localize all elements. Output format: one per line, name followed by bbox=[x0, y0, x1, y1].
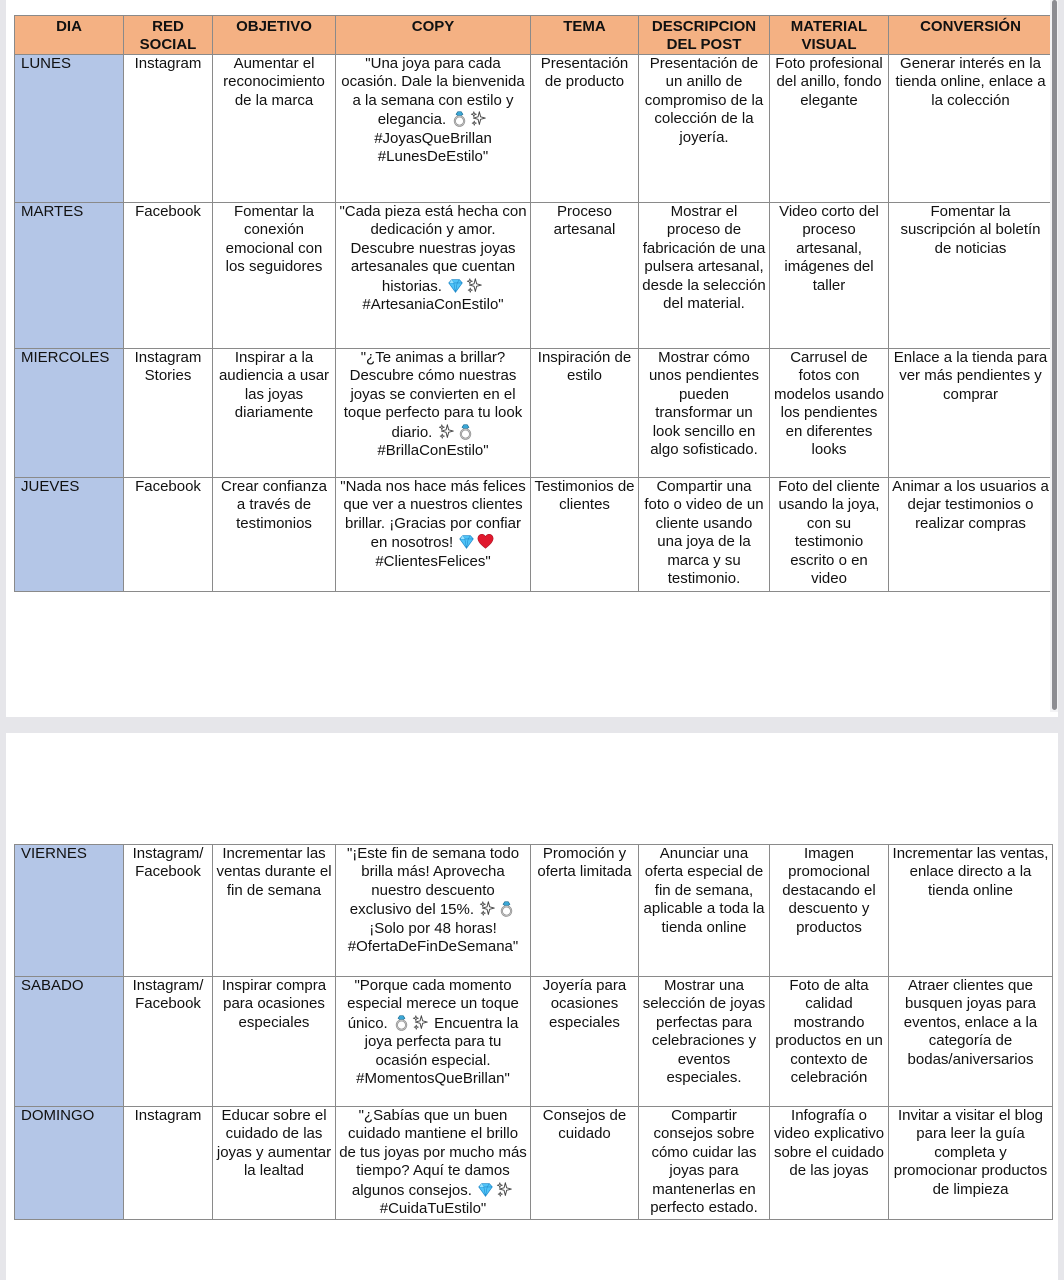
ring-emoji-icon bbox=[498, 900, 515, 917]
cell-copy bbox=[336, 977, 531, 1107]
cell-material-visual: Video corto del proceso artesanal, imágenes del taller bbox=[770, 203, 889, 349]
cell-objetivo: Aumentar el reconocimiento de la marca bbox=[213, 55, 336, 203]
cell-copy bbox=[336, 845, 531, 977]
cell-tema: Consejos de cuidado bbox=[531, 1107, 639, 1220]
cell-material-visual: Foto profesional del anillo, fondo elegante bbox=[770, 55, 889, 203]
copy-hashtags: #ClientesFelices" bbox=[375, 552, 491, 570]
content-calendar-table bbox=[14, 15, 1053, 592]
ring-emoji-icon bbox=[451, 110, 468, 127]
cell-descripcion: Compartir una foto o video de un cliente usando una joya de la marca y su testimonio. bbox=[639, 478, 770, 592]
cell-conversion: Generar interés en la tienda online, enlace a la colección bbox=[889, 55, 1053, 203]
copy-text: "¿Te animas a brillar? Descubre cómo nuestras joyas se convierten en el toque perfecto para tu look diario. bbox=[343, 349, 523, 441]
copy-hashtags: #JoyasQueBrillan #LunesDeEstilo" bbox=[374, 129, 492, 166]
cell-conversion: Enlace a la tienda para ver más pendientes y comprar bbox=[889, 349, 1053, 478]
header-row bbox=[15, 16, 1053, 55]
sparkles-emoji-icon bbox=[412, 1014, 429, 1031]
cell-copy bbox=[336, 478, 531, 592]
cell-red-social: Instagram bbox=[124, 1107, 213, 1220]
table-row bbox=[15, 55, 1053, 203]
sparkles-emoji-icon bbox=[466, 277, 483, 294]
cell-tema: Proceso artesanal bbox=[531, 203, 639, 349]
table-row bbox=[15, 478, 1053, 592]
copy-text: "Porque cada momento especial merece un toque único. bbox=[347, 977, 519, 1032]
cell-tema: Presentación de producto bbox=[531, 55, 639, 203]
sparkles-emoji-icon bbox=[479, 900, 496, 917]
cell-objetivo: Fomentar la conexión emocional con los seguidores bbox=[213, 203, 336, 349]
cell-dia: SABADO bbox=[15, 977, 124, 1107]
gem-emoji-icon bbox=[477, 1181, 494, 1198]
cell-copy bbox=[336, 1107, 531, 1220]
document-page-1 bbox=[6, 0, 1058, 717]
cell-tema: Inspiración de estilo bbox=[531, 349, 639, 478]
copy-hashtags: Encuentra la joya perfecta para tu ocasión especial. #MomentosQueBrillan" bbox=[356, 1014, 519, 1088]
sparkles-emoji-icon bbox=[496, 1181, 513, 1198]
cell-objetivo: Educar sobre el cuidado de las joyas y aumentar la lealtad bbox=[213, 1107, 336, 1220]
ring-emoji-icon bbox=[393, 1014, 410, 1031]
cell-conversion: Fomentar la suscripción al boletín de noticias bbox=[889, 203, 1053, 349]
cell-conversion: Invitar a visitar el blog para leer la guía completa y promocionar productos de limpieza bbox=[889, 1107, 1053, 1220]
table-row bbox=[15, 1107, 1053, 1220]
cell-dia: JUEVES bbox=[15, 478, 124, 592]
cell-descripcion: Mostrar una selección de joyas perfectas para celebraciones y eventos especiales. bbox=[639, 977, 770, 1107]
cell-tema: Promoción y oferta limitada bbox=[531, 845, 639, 977]
cell-dia: LUNES bbox=[15, 55, 124, 203]
copy-hashtags: #BrillaConEstilo" bbox=[377, 442, 489, 460]
table-row bbox=[15, 349, 1053, 478]
cell-material-visual: Imagen promocional destacando el descuento y productos bbox=[770, 845, 889, 977]
ring-emoji-icon bbox=[457, 423, 474, 440]
cell-dia: MIERCOLES bbox=[15, 349, 124, 478]
cell-descripcion: Mostrar cómo unos pendientes pueden transformar un look sencillo en algo sofisticado. bbox=[639, 349, 770, 478]
header-dia: DIA bbox=[15, 16, 124, 55]
copy-hashtags: #CuidaTuEstilo" bbox=[379, 1200, 487, 1218]
content-calendar-table-continued bbox=[14, 844, 1053, 1220]
copy-text: "¡Este fin de semana todo brilla más! Aprovecha nuestro descuento exclusivo del 15%. bbox=[346, 845, 520, 919]
heart-emoji-icon bbox=[477, 533, 494, 550]
cell-descripcion: Mostrar el proceso de fabricación de una pulsera artesanal, desde la selección del material. bbox=[639, 203, 770, 349]
cell-copy bbox=[336, 203, 531, 349]
sparkles-emoji-icon bbox=[470, 110, 487, 127]
scrollbar[interactable] bbox=[1050, 0, 1058, 712]
scrollbar-thumb[interactable] bbox=[1052, 0, 1057, 710]
copy-text: "Cada pieza está hecha con dedicación y amor. Descubre nuestras joyas artesanales que cuentan historias. bbox=[339, 203, 527, 295]
table-row bbox=[15, 203, 1053, 349]
cell-conversion: Animar a los usuarios a dejar testimonios o realizar compras bbox=[889, 478, 1053, 592]
header-objetivo: OBJETIVO bbox=[213, 16, 336, 55]
cell-red-social: Instagram bbox=[124, 55, 213, 203]
cell-copy bbox=[336, 55, 531, 203]
header-descripcion: DESCRIPCION DEL POST bbox=[639, 16, 770, 55]
cell-conversion: Atraer clientes que busquen joyas para eventos, enlace a la categoría de bodas/aniversarios bbox=[889, 977, 1053, 1107]
header-tema: TEMA bbox=[531, 16, 639, 55]
copy-text: "¿Sabías que un buen cuidado mantiene el brillo de tus joyas por mucho más tiempo? Aquí te damos algunos consejos. bbox=[339, 1107, 527, 1199]
cell-material-visual: Foto de alta calidad mostrando productos en un contexto de celebración bbox=[770, 977, 889, 1107]
gem-emoji-icon bbox=[458, 533, 475, 550]
cell-red-social: Instagram Stories bbox=[124, 349, 213, 478]
cell-red-social: Instagram/ Facebook bbox=[124, 845, 213, 977]
sparkles-emoji-icon bbox=[438, 423, 455, 440]
cell-conversion: Incrementar las ventas, enlace directo a la tienda online bbox=[889, 845, 1053, 977]
copy-hashtags: ¡Solo por 48 horas! #OfertaDeFinDeSemana" bbox=[347, 919, 519, 956]
cell-objetivo: Inspirar compra para ocasiones especiales bbox=[213, 977, 336, 1107]
cell-material-visual: Infografía o video explicativo sobre el cuidado de las joyas bbox=[770, 1107, 889, 1220]
cell-descripcion: Anunciar una oferta especial de fin de semana, aplicable a toda la tienda online bbox=[639, 845, 770, 977]
cell-material-visual: Carrusel de fotos con modelos usando los pendientes en diferentes looks bbox=[770, 349, 889, 478]
header-conversion: CONVERSIÓN bbox=[889, 16, 1053, 55]
cell-red-social: Instagram/ Facebook bbox=[124, 977, 213, 1107]
document-page-2 bbox=[6, 733, 1058, 1280]
cell-objetivo: Crear confianza a través de testimonios bbox=[213, 478, 336, 592]
copy-hashtags: #ArtesaniaConEstilo" bbox=[362, 296, 504, 314]
cell-dia: VIERNES bbox=[15, 845, 124, 977]
cell-copy bbox=[336, 349, 531, 478]
copy-text: "Nada nos hace más felices que ver a nuestros clientes brillar. ¡Gracias por confiar en nosotros! bbox=[340, 478, 526, 552]
table-row bbox=[15, 977, 1053, 1107]
header-copy: COPY bbox=[336, 16, 531, 55]
table-row bbox=[15, 845, 1053, 977]
cell-material-visual: Foto del cliente usando la joya, con su testimonio escrito o en video bbox=[770, 478, 889, 592]
cell-descripcion: Presentación de un anillo de compromiso de la colección de la joyería. bbox=[639, 55, 770, 203]
cell-tema: Joyería para ocasiones especiales bbox=[531, 977, 639, 1107]
cell-red-social: Facebook bbox=[124, 203, 213, 349]
cell-objetivo: Incrementar las ventas durante el fin de semana bbox=[213, 845, 336, 977]
cell-objetivo: Inspirar a la audiencia a usar las joyas diariamente bbox=[213, 349, 336, 478]
cell-descripcion: Compartir consejos sobre cómo cuidar las joyas para mantenerlas en perfecto estado. bbox=[639, 1107, 770, 1220]
copy-text: "Una joya para cada ocasión. Dale la bienvenida a la semana con estilo y elegancia. bbox=[341, 55, 525, 129]
gem-emoji-icon bbox=[447, 277, 464, 294]
header-red-social: RED SOCIAL bbox=[124, 16, 213, 55]
cell-dia: DOMINGO bbox=[15, 1107, 124, 1220]
cell-tema: Testimonios de clientes bbox=[531, 478, 639, 592]
cell-dia: MARTES bbox=[15, 203, 124, 349]
header-material-visual: MATERIAL VISUAL bbox=[770, 16, 889, 55]
cell-red-social: Facebook bbox=[124, 478, 213, 592]
